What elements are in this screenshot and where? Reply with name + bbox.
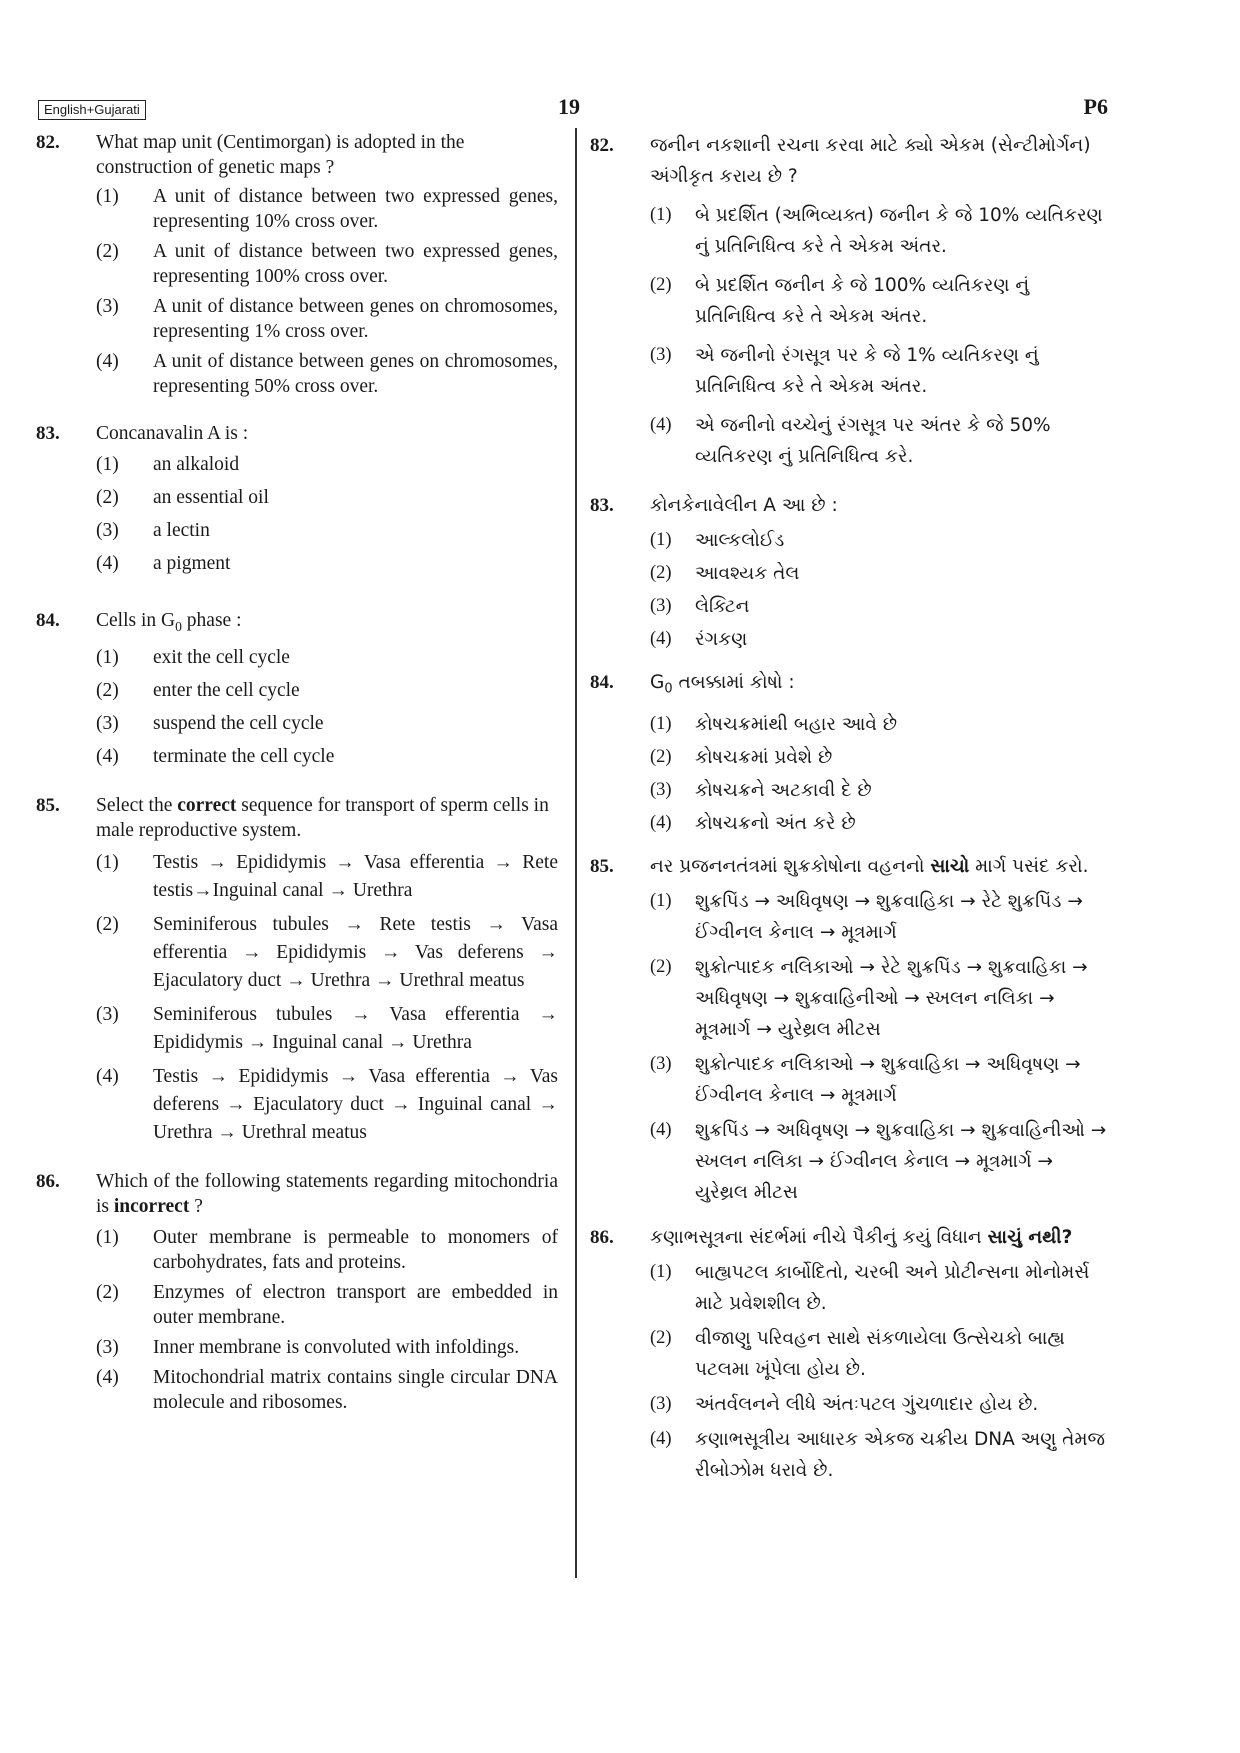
option bbox=[650, 340, 1110, 402]
option-text: A unit of distance between genes on chromosomes, representing 1% cross over. bbox=[153, 296, 558, 342]
option bbox=[650, 525, 1110, 556]
page-header bbox=[38, 94, 1108, 128]
options-list bbox=[96, 184, 558, 399]
option bbox=[650, 591, 1110, 622]
paper-code: P6 bbox=[1083, 94, 1108, 119]
option bbox=[96, 645, 558, 670]
question-86-gu bbox=[585, 1222, 1110, 1486]
options-list bbox=[650, 886, 1110, 1208]
option-text: A unit of distance between two expressed genes, representing 10% cross over. bbox=[153, 186, 558, 232]
stem-text: નર પ્રજનનતંત્રમાં શુક્રકોષોના વહનનો bbox=[650, 855, 931, 877]
stem-text: sequence for transport of sperm cells in male reproductive system. bbox=[96, 794, 549, 841]
option-number: (4) bbox=[650, 1119, 672, 1140]
question-84-en bbox=[36, 608, 558, 769]
option bbox=[650, 775, 1110, 806]
option-text: Seminiferous tubules → Rete testis → Vasa efferentia → Epididymis → Vas deferens → Ejaculatory duct → Urethra → Urethral meatus bbox=[153, 913, 558, 991]
option bbox=[650, 1323, 1110, 1385]
option-number: (4) bbox=[96, 745, 119, 767]
option-number: (2) bbox=[96, 679, 119, 701]
option-number: (3) bbox=[650, 779, 672, 800]
option-number: (2) bbox=[650, 956, 672, 977]
question-stem bbox=[96, 608, 558, 639]
options-list bbox=[650, 709, 1110, 839]
option-text: આલ્કલોઈડ bbox=[695, 530, 785, 551]
option-text: બાહ્યપટલ કાર્બોદિતો, ચરબી અને પ્રોટીન્સના મોનોમર્સ માટે પ્રવેશશીલ છે. bbox=[695, 1261, 1090, 1314]
question-85-gu bbox=[585, 851, 1110, 1208]
stem-text: G bbox=[650, 672, 665, 693]
stem-emphasis: correct bbox=[177, 794, 237, 816]
stem-text: ? bbox=[189, 1195, 203, 1217]
options-list bbox=[650, 525, 1110, 655]
question-stem bbox=[650, 1222, 1110, 1253]
option-text: શુક્રોત્પાદક નલિકાઓ → શુક્રવાહિકા → અધિવૃષણ → ઈંગ્વીનલ કેનાલ → મૂત્રમાર્ગ bbox=[695, 1053, 1081, 1106]
option bbox=[96, 551, 558, 576]
option-text: Inner membrane is convoluted with infoldings. bbox=[153, 1336, 520, 1358]
option-number: (4) bbox=[650, 1428, 672, 1449]
option bbox=[96, 452, 558, 477]
option bbox=[650, 1257, 1110, 1319]
option-number: (4) bbox=[96, 1065, 119, 1087]
question-stem bbox=[650, 851, 1110, 882]
option-number: (1) bbox=[650, 713, 672, 734]
option-text: એ જનીનો રંગસૂત્ર પર કે જે 1% વ્યતિકરણ નું પ્રતિનિધિત્વ કરે તે એકમ અંતર. bbox=[695, 345, 1039, 397]
option-text: અંતર્વલનને લીધે અંતઃપટલ ગુંચળાદાર હોય છે. bbox=[695, 1393, 1039, 1415]
option bbox=[96, 518, 558, 543]
option bbox=[96, 1225, 558, 1275]
question-number: 85. bbox=[36, 794, 60, 816]
option-number: (3) bbox=[96, 296, 119, 317]
option-number: (2) bbox=[650, 563, 672, 583]
question-86-en bbox=[36, 1169, 558, 1415]
question-number: 82. bbox=[590, 135, 614, 156]
stem-text: Which of the following statements regarding mitochondria is bbox=[96, 1170, 558, 1217]
option-number: (1) bbox=[96, 646, 119, 668]
option-number: (2) bbox=[650, 746, 672, 767]
option-number: (2) bbox=[650, 275, 672, 295]
option-number: (2) bbox=[650, 1327, 672, 1348]
option bbox=[650, 410, 1110, 472]
stem-emphasis: સાચું નથી? bbox=[987, 1226, 1073, 1248]
question-number: 86. bbox=[590, 1226, 614, 1248]
option bbox=[650, 200, 1110, 262]
option bbox=[96, 678, 558, 703]
options-list bbox=[96, 1225, 558, 1415]
question-82-gu bbox=[585, 130, 1110, 472]
option bbox=[650, 952, 1110, 1045]
option-text: બે પ્રદર્શિત જનીન કે જે 100% વ્યતિકરણ નું પ્રતિનિધિત્વ કરે તે એકમ અંતર. bbox=[695, 275, 1030, 327]
question-82-en bbox=[36, 130, 558, 399]
question-number: 85. bbox=[590, 855, 614, 877]
option-text: Enzymes of electron transport are embedded in outer membrane. bbox=[153, 1281, 558, 1328]
options-list bbox=[650, 1257, 1110, 1486]
gujarati-column bbox=[585, 130, 1110, 1490]
column-divider bbox=[575, 128, 577, 1578]
stem-subscript: 0 bbox=[664, 681, 673, 697]
option-number: (3) bbox=[96, 712, 119, 734]
option-text: બે પ્રદર્શિત (અભિવ્યક્ત) જનીન કે જે 10% વ્યતિકરણ નું પ્રતિનિધિત્વ કરે તે એકમ અંતર. bbox=[695, 205, 1103, 257]
options-list bbox=[96, 645, 558, 769]
option-text: a lectin bbox=[153, 520, 210, 541]
question-stem: Concanavalin A is : bbox=[96, 423, 249, 444]
stem-emphasis: સાચો bbox=[930, 855, 970, 877]
option-text: એ જનીનો વચ્ચેનું રંગસૂત્ર પર અંતર કે જે 50% વ્યતિકરણ નું પ્રતિનિધિત્વ કરે. bbox=[695, 415, 1051, 467]
page-number: 19 bbox=[558, 94, 580, 119]
option-text: A unit of distance between two expressed genes, representing 100% cross over. bbox=[153, 241, 558, 287]
option-text: suspend the cell cycle bbox=[153, 712, 324, 734]
stem-text: Select the bbox=[96, 794, 178, 816]
option-number: (1) bbox=[650, 890, 672, 911]
options-list bbox=[96, 452, 558, 576]
option bbox=[650, 1424, 1110, 1486]
question-85-en bbox=[36, 793, 558, 1147]
stem-subscript: 0 bbox=[175, 618, 182, 634]
option-number: (3) bbox=[96, 1003, 119, 1025]
language-label: English+Gujarati bbox=[38, 100, 146, 120]
option bbox=[96, 485, 558, 510]
option bbox=[96, 349, 558, 399]
option-text: Seminiferous tubules → Vasa efferentia → Epididymis → Inguinal canal → Urethra bbox=[153, 1003, 558, 1053]
option bbox=[96, 294, 558, 344]
option-number: (4) bbox=[650, 629, 672, 649]
option-number: (4) bbox=[96, 351, 119, 372]
option-text: રંગકણ bbox=[695, 629, 748, 650]
option bbox=[650, 624, 1110, 655]
option-text: કોષચક્રને અટકાવી દે છે bbox=[695, 779, 872, 801]
question-stem bbox=[96, 1169, 558, 1219]
question-number: 83. bbox=[36, 423, 60, 444]
option bbox=[96, 711, 558, 736]
stem-emphasis: incorrect bbox=[113, 1195, 190, 1217]
option-text: લેક્ટિન bbox=[695, 596, 750, 617]
option-number: (1) bbox=[650, 530, 672, 550]
option-text: Testis → Epididymis → Vasa efferentia → Vas deferens → Ejaculatory duct → Inguinal canal → Urethra → Urethral meatus bbox=[153, 1065, 558, 1143]
option-text: આવશ્યક તેલ bbox=[695, 563, 800, 584]
option bbox=[650, 709, 1110, 740]
option-number: (3) bbox=[96, 520, 119, 541]
option bbox=[650, 1115, 1110, 1208]
option-number: (3) bbox=[96, 1336, 119, 1358]
option-text: શુક્રોત્પાદક નલિકાઓ → રેટે શુક્રપિંડ → શુક્રવાહિકા → અધિવૃષણ → શુક્રવાહિનીઓ → સ્ખલન નલિકા → મૂત્રમાર્ગ → યુરેથ્રલ મીટસ bbox=[695, 956, 1088, 1040]
option bbox=[96, 744, 558, 769]
option-number: (1) bbox=[96, 186, 119, 207]
option bbox=[96, 239, 558, 289]
option-text: શુક્રપિંડ → અધિવૃષણ → શુક્રવાહિકા → શુક્રવાહિનીઓ → સ્ખલન નલિકા → ઈંગ્વીનલ કેનાલ → મૂત્રમાર્ગ → યુરેથ્રલ મીટસ bbox=[695, 1119, 1107, 1203]
options-list bbox=[650, 200, 1110, 472]
option-text: enter the cell cycle bbox=[153, 679, 300, 701]
option bbox=[650, 270, 1110, 332]
option bbox=[96, 1335, 558, 1360]
option bbox=[96, 849, 558, 905]
option bbox=[96, 911, 558, 995]
option-text: A unit of distance between genes on chromosomes, representing 50% cross over. bbox=[153, 351, 558, 397]
option-number: (2) bbox=[96, 487, 119, 508]
option bbox=[650, 808, 1110, 839]
option-text: terminate the cell cycle bbox=[153, 745, 335, 767]
option-number: (2) bbox=[96, 241, 119, 262]
option-number: (1) bbox=[650, 205, 672, 225]
option-text: કોષચક્રમાં પ્રવેશે છે bbox=[695, 746, 833, 768]
option-number: (4) bbox=[650, 812, 672, 833]
option bbox=[96, 1280, 558, 1330]
option-number: (3) bbox=[650, 1393, 672, 1414]
stem-text: phase : bbox=[181, 610, 242, 631]
question-stem bbox=[96, 793, 558, 843]
option-text: Mitochondrial matrix contains single circular DNA molecule and ribosomes. bbox=[153, 1366, 558, 1413]
option bbox=[650, 886, 1110, 948]
stem-text: Cells in G bbox=[96, 610, 176, 631]
question-number: 84. bbox=[590, 672, 614, 693]
question-stem: કોનકેનાવેલીન A આ છે : bbox=[650, 495, 838, 516]
option bbox=[96, 1063, 558, 1147]
option-number: (1) bbox=[96, 851, 119, 873]
question-number: 82. bbox=[36, 132, 60, 153]
question-stem: What map unit (Centimorgan) is adopted in the construction of genetic maps ? bbox=[96, 132, 465, 178]
option-text: an essential oil bbox=[153, 487, 269, 508]
option bbox=[650, 1389, 1110, 1420]
stem-text: કણાભસૂત્રના સંદર્ભમાં નીચે પૈકીનું કયું વિધાન bbox=[650, 1226, 988, 1248]
option-text: કોષચક્રમાંથી બહાર આવે છે bbox=[695, 713, 898, 735]
option-text: a pigment bbox=[153, 553, 231, 574]
question-number: 86. bbox=[36, 1170, 60, 1192]
option-text: Testis → Epididymis → Vasa efferentia → Rete testis→Inguinal canal → Urethra bbox=[153, 851, 558, 901]
option-number: (3) bbox=[650, 345, 672, 365]
option-number: (2) bbox=[96, 1281, 119, 1303]
option bbox=[96, 184, 558, 234]
option bbox=[650, 1049, 1110, 1111]
option-number: (4) bbox=[96, 1366, 119, 1388]
option-text: કોષચક્રનો અંત કરે છે bbox=[695, 812, 856, 834]
option bbox=[96, 1365, 558, 1415]
question-number: 83. bbox=[590, 495, 614, 516]
question-84-gu bbox=[585, 667, 1110, 839]
option-text: an alkaloid bbox=[153, 454, 240, 475]
option-text: exit the cell cycle bbox=[153, 646, 290, 668]
option-number: (4) bbox=[650, 415, 672, 435]
question-stem bbox=[650, 667, 1110, 705]
option-number: (3) bbox=[650, 1053, 672, 1074]
question-83-en bbox=[36, 421, 558, 576]
option bbox=[650, 558, 1110, 589]
option-text: વીજાણુ પરિવહન સાથે સંકળાયેલા ઉત્સેચકો બાહ્ય પટલમા ખૂંપેલા હોય છે. bbox=[695, 1327, 1065, 1380]
question-number: 84. bbox=[36, 610, 60, 631]
question-83-gu bbox=[585, 490, 1110, 655]
option bbox=[96, 1001, 558, 1057]
stem-text: તબક્કામાં કોષો : bbox=[672, 672, 795, 693]
option-text: કણાભસૂત્રીય આધારક એકજ ચક્રીય DNA અણુ તેમજ રીબોઝોમ ધરાવે છે. bbox=[695, 1428, 1106, 1481]
option bbox=[650, 742, 1110, 773]
english-column bbox=[36, 130, 558, 1419]
question-stem: જનીન નકશાની રચના કરવા માટે ક્યો એકમ (સેન્ટીમોર્ગન) અંગીકૃત કરાય છે ? bbox=[650, 135, 1091, 187]
option-text: શુક્રપિંડ → અધિવૃષણ → શુક્રવાહિકા → રેટે શુક્રપિંડ → ઈંગ્વીનલ કેનાલ → મૂત્રમાર્ગ bbox=[695, 890, 1083, 943]
option-number: (1) bbox=[650, 1261, 672, 1282]
option-number: (4) bbox=[96, 553, 119, 574]
stem-text: માર્ગ પસંદ કરો. bbox=[969, 855, 1089, 877]
option-number: (3) bbox=[650, 596, 672, 616]
option-text: Outer membrane is permeable to monomers of carbohydrates, fats and proteins. bbox=[153, 1226, 558, 1273]
option-number: (1) bbox=[96, 454, 119, 475]
option-number: (1) bbox=[96, 1226, 119, 1248]
options-list bbox=[96, 849, 558, 1147]
option-number: (2) bbox=[96, 913, 119, 935]
